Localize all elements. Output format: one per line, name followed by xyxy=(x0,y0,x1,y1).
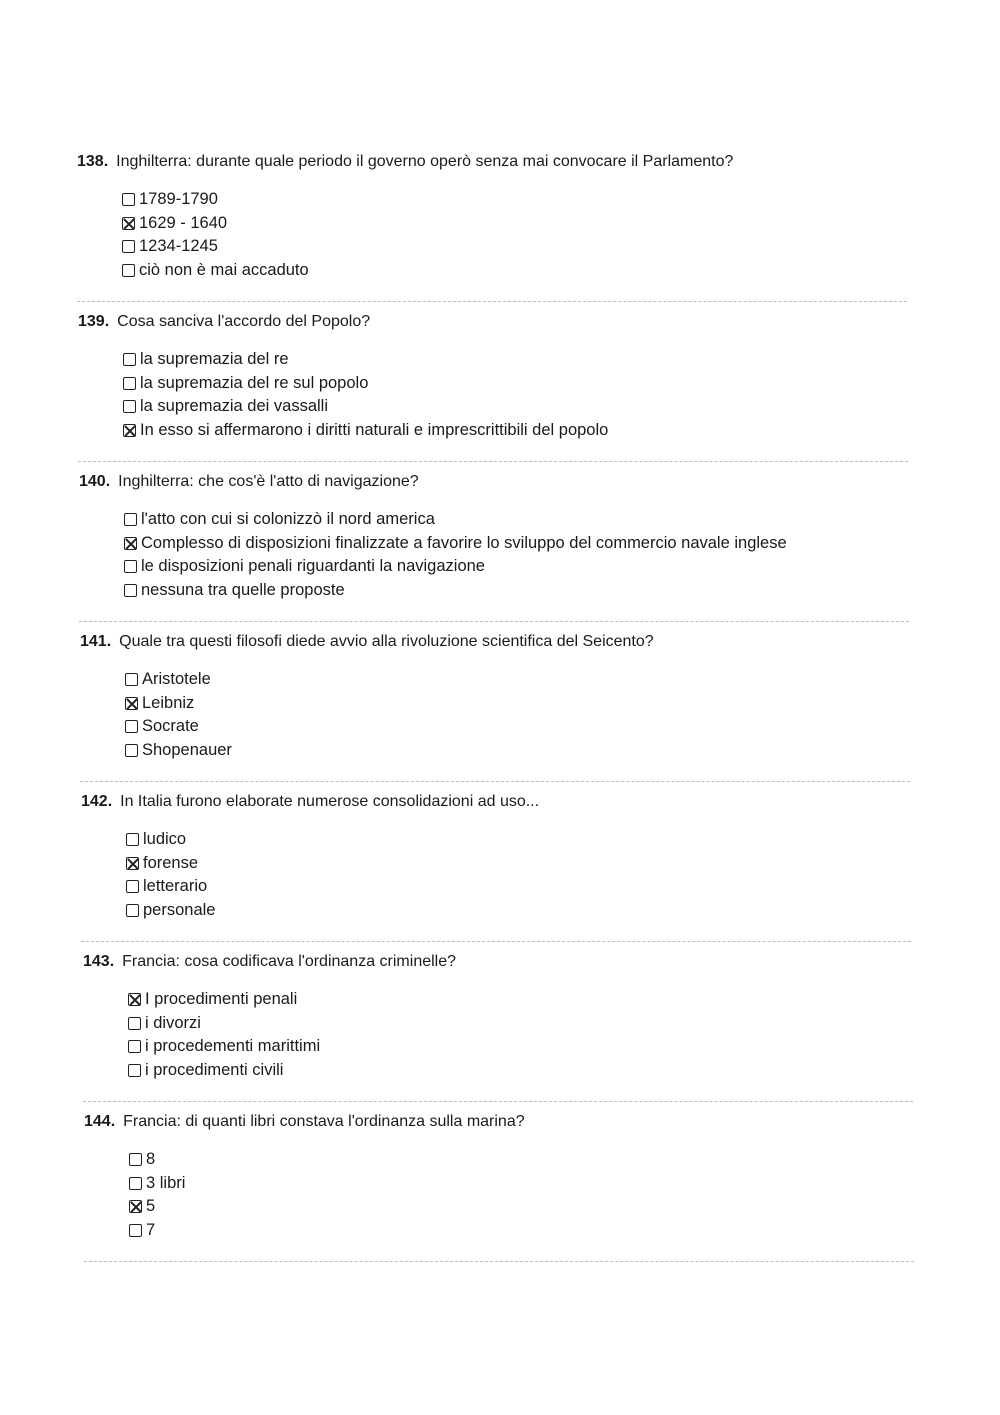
question-number: 142. xyxy=(81,793,113,810)
option[interactable] xyxy=(124,508,939,532)
option[interactable] xyxy=(123,348,938,372)
option[interactable] xyxy=(123,372,938,396)
option-label: Leibniz xyxy=(142,693,195,712)
option-label: l'atto con cui si colonizzò il nord america xyxy=(141,510,435,528)
checkbox[interactable] xyxy=(123,353,136,366)
question-text: Inghilterra: durante quale periodo il governo operò senza mai convocare il Parlamento? xyxy=(116,153,734,170)
question-number: 141. xyxy=(80,633,112,650)
checkbox[interactable] xyxy=(128,1040,141,1053)
divider xyxy=(83,1101,913,1102)
checkbox-checked[interactable] xyxy=(126,857,139,870)
option[interactable] xyxy=(122,212,937,236)
option[interactable] xyxy=(125,715,940,739)
option[interactable] xyxy=(129,1172,944,1196)
checkbox-checked[interactable] xyxy=(125,697,138,710)
question-number: 140. xyxy=(79,473,111,490)
option[interactable] xyxy=(129,1195,944,1219)
checkbox[interactable] xyxy=(129,1177,142,1190)
option[interactable] xyxy=(123,419,938,443)
checkbox[interactable] xyxy=(122,193,135,206)
option[interactable] xyxy=(122,259,937,283)
option[interactable] xyxy=(126,852,941,876)
option[interactable] xyxy=(126,875,941,899)
checkbox[interactable] xyxy=(125,673,138,686)
question-144 xyxy=(84,1112,944,1242)
checkbox-checked[interactable] xyxy=(124,537,137,550)
option[interactable] xyxy=(125,692,940,716)
checkbox-checked[interactable] xyxy=(123,424,136,437)
option-label: nessuna tra quelle proposte xyxy=(141,580,345,599)
option-label: ciò non è mai accaduto xyxy=(139,260,309,279)
option-label: Aristotele xyxy=(142,670,211,688)
checkbox[interactable] xyxy=(123,377,136,390)
option-label: i divorzi xyxy=(145,1013,201,1032)
option-label: forense xyxy=(143,853,199,872)
option[interactable] xyxy=(122,235,937,259)
checkbox[interactable] xyxy=(129,1224,142,1237)
question-text: Cosa sanciva l'accordo del Popolo? xyxy=(117,313,371,330)
question-140 xyxy=(79,472,939,602)
option-label: 1234-1245 xyxy=(139,237,218,256)
checkbox[interactable] xyxy=(126,880,139,893)
option[interactable] xyxy=(126,828,941,852)
option[interactable] xyxy=(128,1012,943,1036)
option-label: I procedimenti penali xyxy=(145,990,298,1008)
option-label: 1629 - 1640 xyxy=(139,213,228,232)
question-138 xyxy=(77,152,937,282)
question-141 xyxy=(80,632,940,762)
option[interactable] xyxy=(125,739,940,763)
question-143 xyxy=(83,952,943,1082)
checkbox[interactable] xyxy=(124,513,137,526)
checkbox[interactable] xyxy=(122,240,135,253)
option[interactable] xyxy=(125,668,940,692)
option[interactable] xyxy=(124,532,939,556)
question-142 xyxy=(81,792,941,922)
question-number: 144. xyxy=(84,1113,116,1130)
option-label: le disposizioni penali riguardanti la navigazione xyxy=(141,557,485,576)
divider xyxy=(81,941,911,942)
divider xyxy=(80,781,910,782)
checkbox[interactable] xyxy=(129,1153,142,1166)
checkbox[interactable] xyxy=(128,1064,141,1077)
option[interactable] xyxy=(129,1219,944,1243)
option-label: 1789-1790 xyxy=(139,190,218,208)
option[interactable] xyxy=(122,188,937,212)
checkbox[interactable] xyxy=(125,720,138,733)
divider xyxy=(79,621,909,622)
option-label: ludico xyxy=(143,830,187,848)
option-label: letterario xyxy=(143,877,208,896)
option-label: 3 libri xyxy=(146,1173,186,1192)
divider xyxy=(78,461,908,462)
checkbox[interactable] xyxy=(122,264,135,277)
option-label: personale xyxy=(143,900,216,919)
option-label: In esso si affermarono i diritti naturali e imprescrittibili del popolo xyxy=(140,420,609,439)
option-label: i procedementi marittimi xyxy=(145,1037,321,1056)
checkbox[interactable] xyxy=(124,584,137,597)
question-text: In Italia furono elaborate numerose consolidazioni ad uso... xyxy=(120,793,540,810)
divider xyxy=(77,301,907,302)
option[interactable] xyxy=(124,555,939,579)
checkbox[interactable] xyxy=(125,744,138,757)
option-label: 5 xyxy=(146,1197,156,1216)
question-number: 139. xyxy=(78,313,110,330)
option[interactable] xyxy=(128,988,943,1012)
option[interactable] xyxy=(129,1148,944,1172)
option[interactable] xyxy=(123,395,938,419)
question-number: 143. xyxy=(83,953,115,970)
option-label: la supremazia del re xyxy=(140,350,289,368)
question-text: Francia: cosa codificava l'ordinanza criminelle? xyxy=(122,953,457,970)
checkbox[interactable] xyxy=(126,833,139,846)
option[interactable] xyxy=(124,579,939,603)
option[interactable] xyxy=(128,1059,943,1083)
option-label: Complesso di disposizioni finalizzate a favorire lo sviluppo del commercio navale inglese xyxy=(141,533,787,552)
checkbox[interactable] xyxy=(128,1017,141,1030)
option-label: la supremazia del re sul popolo xyxy=(140,373,369,392)
divider xyxy=(84,1261,914,1262)
checkbox[interactable] xyxy=(124,560,137,573)
option-label: i procedimenti civili xyxy=(145,1060,284,1079)
checkbox[interactable] xyxy=(126,904,139,917)
question-text: Quale tra questi filosofi diede avvio alla rivoluzione scientifica del Seicento? xyxy=(119,633,654,650)
question-text: Francia: di quanti libri constava l'ordinanza sulla marina? xyxy=(123,1113,525,1130)
option-label: Socrate xyxy=(142,717,199,736)
checkbox-checked[interactable] xyxy=(122,217,135,230)
question-text: Inghilterra: che cos'è l'atto di navigazione? xyxy=(118,473,419,490)
option[interactable] xyxy=(126,899,941,923)
question-number: 138. xyxy=(77,153,109,170)
checkbox-checked[interactable] xyxy=(128,993,141,1006)
option-label: 8 xyxy=(146,1150,156,1168)
option-label: la supremazia dei vassalli xyxy=(140,397,329,416)
question-139 xyxy=(78,312,938,442)
checkbox[interactable] xyxy=(123,400,136,413)
option-label: Shopenauer xyxy=(142,740,232,759)
option-label: 7 xyxy=(146,1220,156,1239)
option[interactable] xyxy=(128,1035,943,1059)
checkbox-checked[interactable] xyxy=(129,1200,142,1213)
